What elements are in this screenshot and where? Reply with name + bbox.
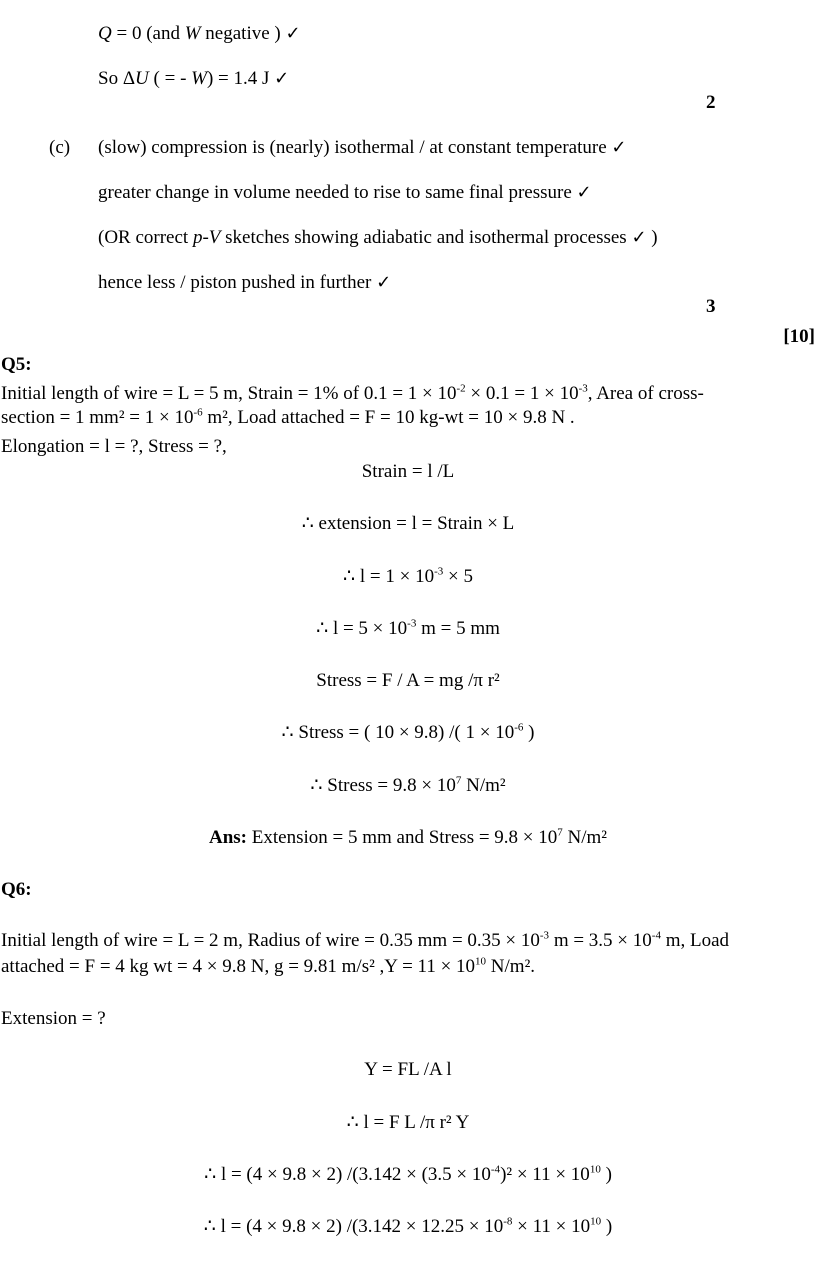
partc-line-4: hence less / piston pushed in further ✓	[98, 272, 392, 293]
check-mark-icon: ✓	[376, 272, 392, 293]
partc-marks: 3	[706, 296, 716, 317]
check-mark-icon: ✓	[274, 68, 290, 89]
q6-equation-1: Y = FL /A l	[364, 1059, 452, 1080]
q6-given-line-1: Initial length of wire = L = 2 m, Radius of wire = 0.35 mm = $0.35 \times 10^{-3}$ $m = 3.5 \times 10^{-4}$ m, Load	[1, 929, 730, 951]
q5-answer: Ans: Extension = 5 mm and Stress = $9.8 \times 10^7$ N/m²	[208, 826, 608, 848]
q5-given-line-3: Elongation = l = ?, Stress = ?,	[1, 436, 227, 457]
partc-label: (c)	[49, 137, 71, 158]
check-mark-icon: ✓	[611, 137, 627, 158]
q5-given-line-1: Initial length of wire = L = 5 m, Strain = 1% of $0.1 = 1 \times 10^{-2} \times 0.1 = 1 \times 10^{-3}$, Area of cross-	[1, 382, 704, 404]
q5-heading: Q5:	[1, 354, 32, 375]
q6-given-line-2: attached = F = 4 kg wt = 4 × 9.8 N, g = 9.81 m/s² $,Y = 11 \times 10^{10}$ N/m².	[1, 955, 536, 977]
partb-marks: 2	[706, 92, 716, 113]
check-mark-icon: ✓	[631, 227, 647, 248]
partb-line-deltau: So ΔU ( = - W) = 1.4 J ✓	[98, 68, 290, 89]
partc-line-1: (slow) compression is (nearly) isothermal / at constant temperature ✓	[98, 137, 627, 158]
q5-equation-1: Strain = l /L	[361, 461, 455, 482]
q6-equation-4: ∴ l = (4 × 9.8 × 2) $/(3.142 \times 12.25 \times 10^{-8} \times 11 \times 10^{10}$ )	[203, 1215, 613, 1237]
q5-equation-2: ∴ extension = l = Strain × L	[301, 513, 515, 534]
q6-equation-3: ∴ l = (4 × 9.8 × 2) $/(3.142 \times (3.5 \times 10^{-4})^2 \times 11 \times 10^{10}$ )	[204, 1163, 612, 1185]
partc-line-3: (OR correct p-V sketches showing adiabatic and isothermal processes ✓ )	[98, 227, 658, 248]
q5-equation-7: ∴ Stress = $9.8 \times 10^7$ N/m²	[310, 774, 506, 796]
q5-equation-4: ∴ $l = 5 \times 10^{-3}$ m = 5 mm	[316, 617, 500, 639]
q6-heading: Q6:	[1, 879, 32, 900]
check-mark-icon: ✓	[285, 23, 301, 44]
partc-line-2: greater change in volume needed to rise to same final pressure ✓	[98, 182, 592, 203]
q5-given-line-2: section = 1 $mm^2 = 1 \times 10^{-6}$ m², Load attached = F = 10 kg-wt = 10 × 9.8 N .	[1, 406, 575, 428]
check-mark-icon: ✓	[576, 182, 592, 203]
q6-equation-2: ∴ l = F L /π r² Y	[346, 1112, 470, 1133]
question-total-marks: [10]	[783, 326, 815, 347]
q5-equation-3: ∴ $l = 1 \times 10^{-3} \times 5$	[343, 565, 473, 587]
q6-given-line-3: Extension = ?	[1, 1008, 106, 1029]
partb-line-q: Q = 0 (and W negative ) ✓	[98, 23, 301, 44]
q5-equation-6: ∴ Stress = ( 10 × 9.8) /( $1 \times 10^{-6}$ )	[281, 721, 535, 743]
q5-equation-5: Stress = F / A = mg /π r²	[316, 670, 500, 691]
